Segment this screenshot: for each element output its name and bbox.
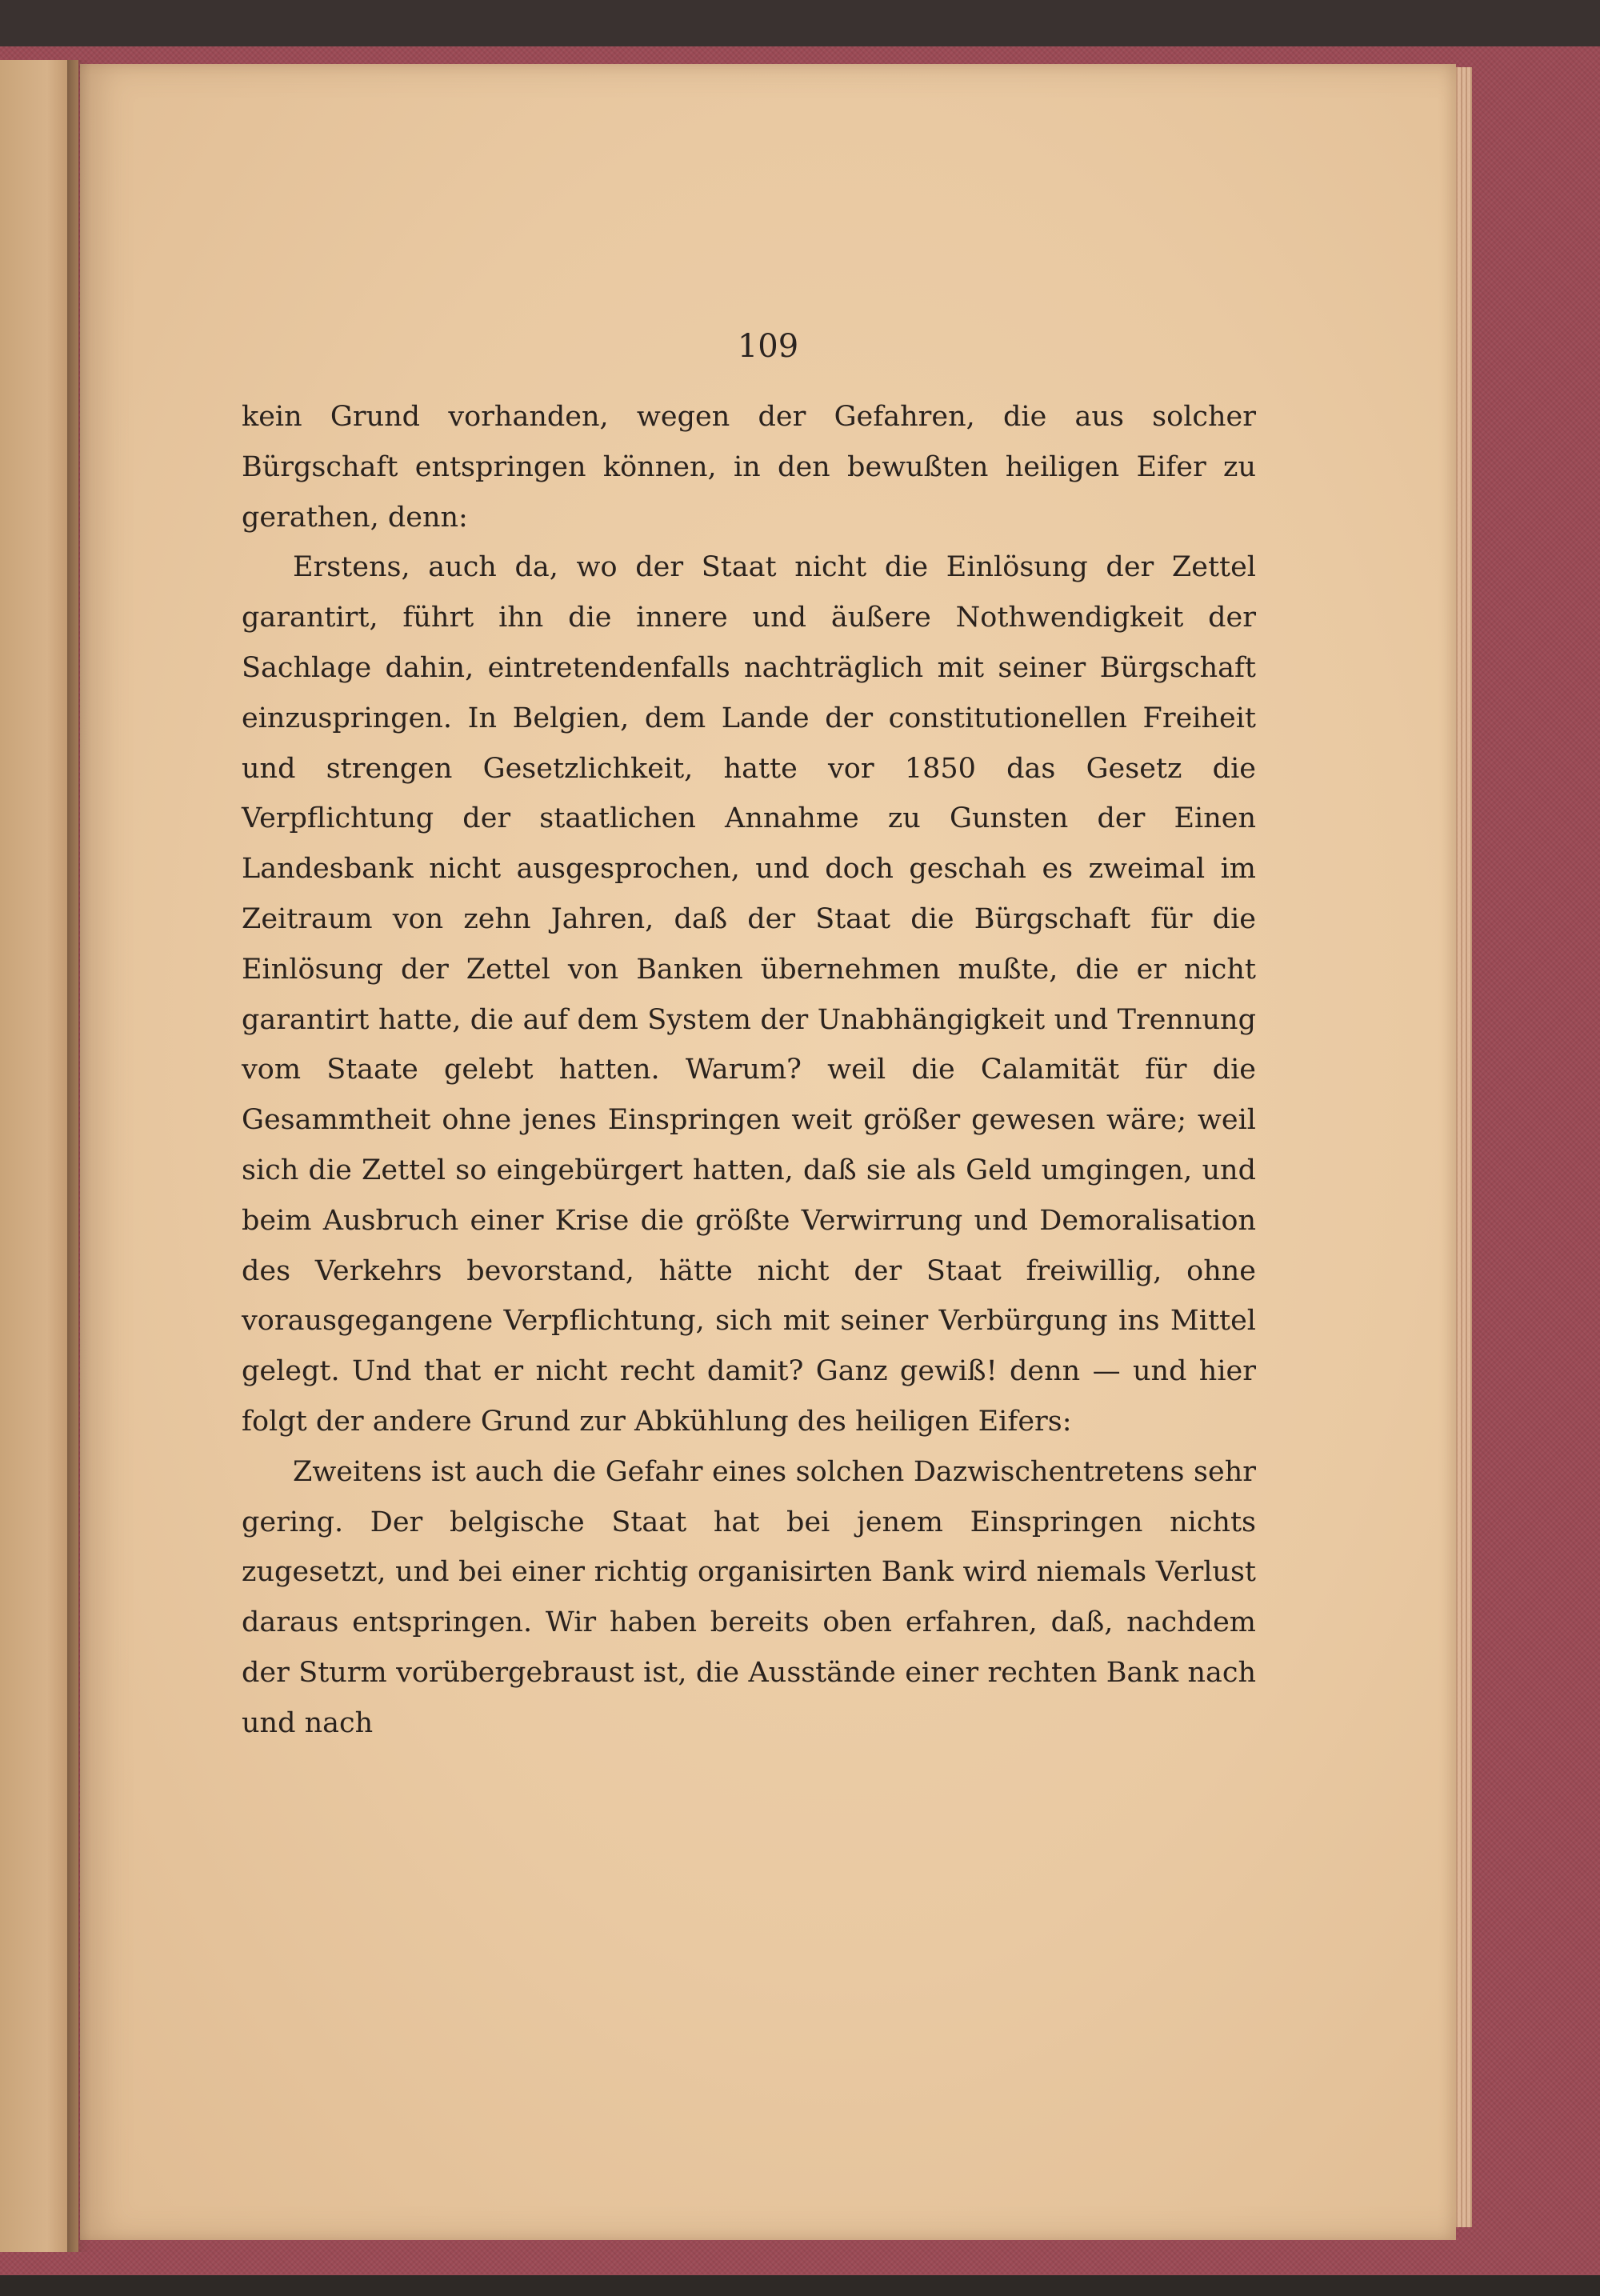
paragraph-2: Erstens, auch da, wo der Staat nicht die Einlösung der Zettel garantirt, führt ihn die innere und äußere Nothwendigkeit der Sachlage dahin, eintretendenfalls nachträglich mit seiner Bürgschaft einzuspringen. In Belgien, dem Lande der constitutionellen Freiheit und strengen Gesetzlichkeit, hatte vor 1850 das Gesetz die Verpflichtung der staatlichen Annahme zu Gunsten der Einen Landesbank nicht ausgesprochen, und doch geschah es zweimal im Zeitraum von zehn Jahren, daß der Staat die Bürgschaft für die Einlösung der Zettel von Banken übernehmen mußte, die er nicht garantirt hatte, die auf dem System der Unabhängigkeit und Trennung vom Staate gelebt hatten. Warum? weil die Calamität für die Gesammtheit ohne jenes Einspringen weit größer gewesen wäre; weil sich die Zettel so eingebürgert hatten, daß sie als Geld umgingen, und beim Ausbruch einer Krise die größte Verwirrung und Demoralisation des Verkehrs bevorstand, hätte nicht der Staat freiwillig, ohne vorausgegangene Verpflichtung, sich mit seiner Verbürgung ins Mittel gelegt. Und that er nicht recht damit? Ganz gewiß! denn — und hier folgt der andere Grund zur Abkühlung des heiligen Eifers: (242, 551, 1256, 1438)
body-text (242, 392, 1256, 1749)
book-gutter-shadow (67, 60, 91, 2252)
paragraph-1: kein Grund vorhanden, wegen der Gefahren, die aus solcher Bürgschaft entspringen können, in den bewußten heiligen Eifer zu gerathen, denn: (242, 401, 1256, 534)
right-page (80, 64, 1456, 2240)
scan-background-bottom (0, 2275, 1600, 2296)
paragraph-3: Zweitens ist auch die Gefahr eines solchen Dazwischentretens sehr gering. Der belgische Staat hat bei jenem Einspringen nichts zugesetzt, und bei einer richtig organisirten Bank wird niemals Verlust daraus entspringen. Wir haben bereits oben erfahren, daß, nachdem der Sturm vorübergebraust ist, die Ausstände einer rechten Bank nach und nach (242, 1455, 1256, 1739)
page-number: 109 (737, 328, 799, 365)
scan-background-top (0, 0, 1600, 46)
